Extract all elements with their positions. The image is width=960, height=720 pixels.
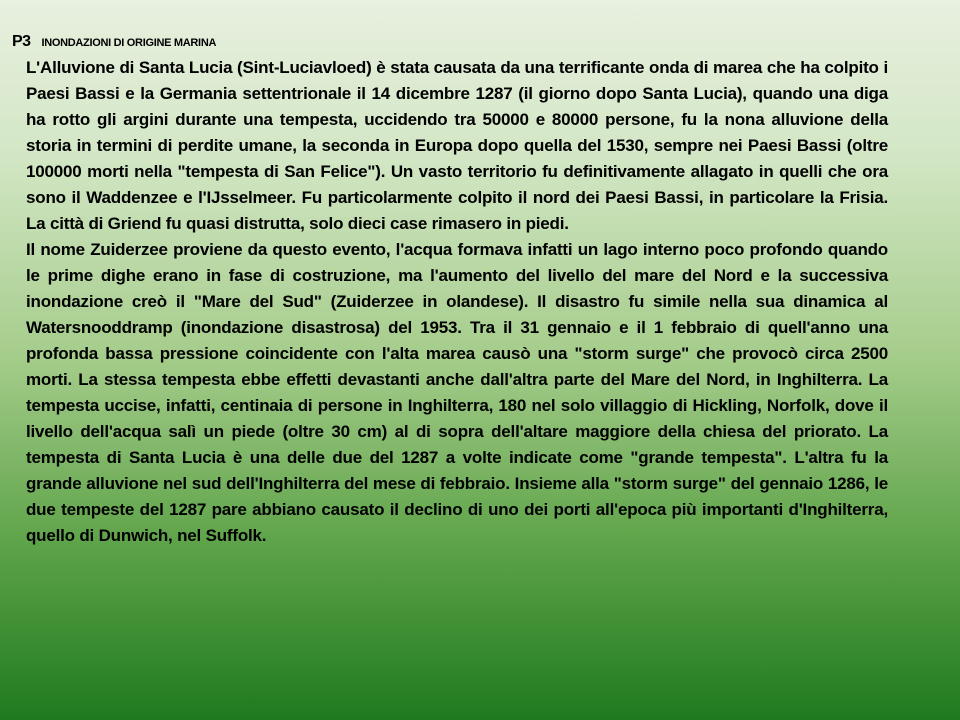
body-paragraph-2: Il nome Zuiderzee proviene da questo evento, l'acqua formava infatti un lago interno poco profondo quando le prime dighe erano in fase di costruzione, ma l'aumento del livello del mare del Nord e la successiva inondazione creò il "Mare del Sud" (Zuiderzee in olandese). Il disastro fu simile nella sua dinamica al Watersnooddramp (inondazione disastrosa) del 1953. Tra il 31 gennaio e il 1 febbraio di quell'anno una profonda bassa pressione coincidente con l'alta marea causò una "storm surge" che provocò circa 2500 morti. La stessa tempesta ebbe effetti devastanti anche dall'altra parte del Mare del Nord, in Inghilterra. La tempesta uccise, infatti, centinaia di persone in Inghilterra, 180 nel solo villaggio di Hickling, Norfolk, dove il livello dell'acqua salì un piede (oltre 30 cm) al di sopra dell'altare maggiore della chiesa del priorato. La tempesta di Santa Lucia è una delle due del 1287 a volte indicate come "grande tempesta". L'altra fu la grande alluvione nel sud dell'Inghilterra del mese di febbraio. Insieme alla "storm surge" del gennaio 1286, le due tempeste del 1287 pare abbiano causato il declino di uno dei porti all'epoca più importanti d'Inghilterra, quello di Dunwich, nel Suffolk. — [26, 240, 888, 545]
slide-title-text: INONDAZIONI DI ORIGINE MARINA — [41, 37, 217, 49]
slide-body — [26, 55, 888, 549]
slide-title — [12, 26, 216, 52]
body-paragraph-1: L'Alluvione di Santa Lucia (Sint-Luciavloed) è stata causata da una terrificante onda di marea che ha colpito i Paesi Bassi e la Germania settentrionale il 14 dicembre 1287 (il giorno dopo Santa Lucia), quando una diga ha rotto gli argini durante una tempesta, uccidendo tra 50000 e 80000 persone, fu la nona alluvione della storia in termini di perdite umane, la seconda in Europa dopo quella del 1530, sempre nei Paesi Bassi (oltre 100000 morti nella "tempesta di San Felice"). Un vasto territorio fu definitivamente allagato in quelli che ora sono il Waddenzee e l'IJsselmeer. Fu particolarmente colpito il nord dei Paesi Bassi, in particolare la Frisia. La città di Griend fu quasi distrutta, solo dieci case rimasero in piedi. — [26, 58, 888, 233]
slide-title-code: P3 — [12, 33, 31, 50]
